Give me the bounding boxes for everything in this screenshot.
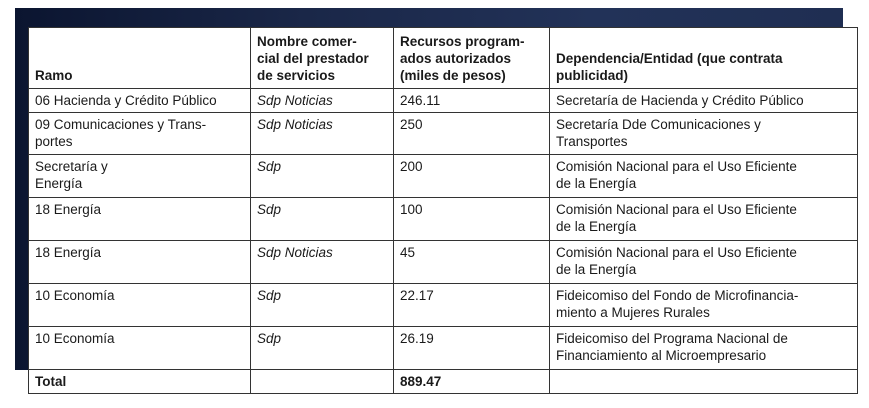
cell-prestador: Sdp bbox=[251, 327, 394, 370]
cell-prestador: Sdp Noticias bbox=[251, 241, 394, 284]
cell-recursos: 246.11 bbox=[394, 89, 550, 113]
cell-ramo: Secretaría y Energía bbox=[29, 155, 251, 198]
cell-dependencia: Secretaría Dde Comunicaciones y Transportes bbox=[550, 113, 858, 155]
total-dependencia bbox=[550, 370, 858, 394]
header-prestador: Nombre comer- cial del prestador de servicios bbox=[251, 28, 394, 89]
header-ramo: Ramo bbox=[29, 28, 251, 89]
total-prestador bbox=[251, 370, 394, 394]
cell-dependencia: Comisión Nacional para el Uso Eficiente de la Energía bbox=[550, 155, 858, 198]
cell-dependencia: Comisión Nacional para el Uso Eficiente de la Energía bbox=[550, 241, 858, 284]
cell-prestador: Sdp bbox=[251, 198, 394, 241]
total-recursos: 889.47 bbox=[394, 370, 550, 394]
total-row bbox=[29, 370, 858, 394]
header-dependencia: Dependencia/Entidad (que contrata publicidad) bbox=[550, 28, 858, 89]
table-row bbox=[29, 284, 858, 327]
cell-recursos: 22.17 bbox=[394, 284, 550, 327]
cell-ramo: 10 Economía bbox=[29, 284, 251, 327]
cell-recursos: 26.19 bbox=[394, 327, 550, 370]
advertising-resources-table bbox=[28, 27, 858, 394]
cell-recursos: 250 bbox=[394, 113, 550, 155]
table-row bbox=[29, 155, 858, 198]
cell-prestador: Sdp Noticias bbox=[251, 89, 394, 113]
cell-dependencia: Comisión Nacional para el Uso Eficiente de la Energía bbox=[550, 198, 858, 241]
cell-ramo: 18 Energía bbox=[29, 241, 251, 284]
table-row bbox=[29, 89, 858, 113]
cell-ramo: 09 Comunicaciones y Trans- portes bbox=[29, 113, 251, 155]
cell-dependencia: Fideicomiso del Programa Nacional de Financiamiento al Microempresario bbox=[550, 327, 858, 370]
table-container bbox=[28, 27, 857, 394]
table-row bbox=[29, 327, 858, 370]
cell-recursos: 100 bbox=[394, 198, 550, 241]
table-header-row bbox=[29, 28, 858, 89]
cell-prestador: Sdp bbox=[251, 155, 394, 198]
cell-ramo: 10 Economía bbox=[29, 327, 251, 370]
cell-prestador: Sdp Noticias bbox=[251, 113, 394, 155]
table-row bbox=[29, 198, 858, 241]
cell-dependencia: Fideicomiso del Fondo de Microfinancia- miento a Mujeres Rurales bbox=[550, 284, 858, 327]
header-recursos: Recursos program- ados autorizados (miles de pesos) bbox=[394, 28, 550, 89]
cell-ramo: 18 Energía bbox=[29, 198, 251, 241]
cell-prestador: Sdp bbox=[251, 284, 394, 327]
total-label: Total bbox=[29, 370, 251, 394]
cell-recursos: 200 bbox=[394, 155, 550, 198]
cell-ramo: 06 Hacienda y Crédito Público bbox=[29, 89, 251, 113]
cell-recursos: 45 bbox=[394, 241, 550, 284]
table-row bbox=[29, 113, 858, 155]
cell-dependencia: Secretaría de Hacienda y Crédito Público bbox=[550, 89, 858, 113]
table-row bbox=[29, 241, 858, 284]
